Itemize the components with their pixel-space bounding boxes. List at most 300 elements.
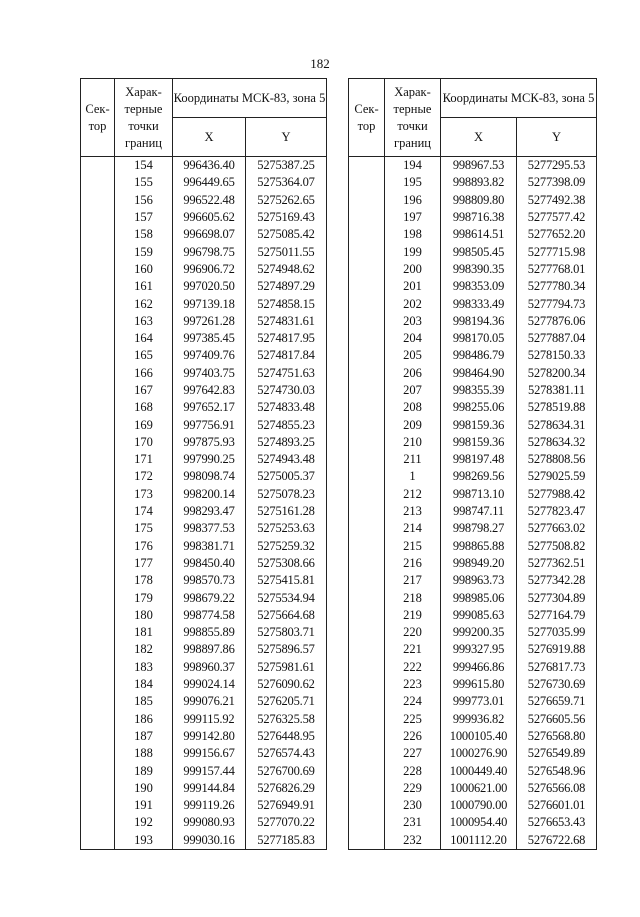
x-coordinate-cell: 997409.76 — [173, 347, 246, 364]
sector-cell — [349, 589, 385, 606]
sector-cell — [81, 641, 115, 658]
x-coordinate-cell: 1000449.40 — [441, 762, 517, 779]
point-number-cell: 186 — [115, 711, 173, 728]
table-row — [349, 486, 597, 503]
sector-cell — [349, 728, 385, 745]
point-number-cell: 196 — [385, 192, 441, 209]
sector-cell — [349, 416, 385, 433]
point-number-cell: 222 — [385, 659, 441, 676]
point-number-cell: 154 — [115, 157, 173, 175]
point-number-cell: 194 — [385, 157, 441, 175]
sector-cell — [81, 503, 115, 520]
y-coordinate-cell: 5274817.95 — [246, 330, 327, 347]
point-number-cell: 171 — [115, 451, 173, 468]
table-row — [81, 330, 327, 347]
point-number-cell: 218 — [385, 589, 441, 606]
table-row — [81, 174, 327, 191]
table-row — [349, 520, 597, 537]
sector-cell — [349, 797, 385, 814]
table-row — [81, 745, 327, 762]
y-coordinate-cell: 5276549.89 — [517, 745, 597, 762]
x-coordinate-cell: 997020.50 — [173, 278, 246, 295]
table-body-left — [81, 157, 327, 850]
x-coordinate-cell: 998377.53 — [173, 520, 246, 537]
header-points: Харак-терные точки границ — [115, 79, 173, 157]
point-number-cell: 220 — [385, 624, 441, 641]
y-coordinate-cell: 5274858.15 — [246, 295, 327, 312]
table-row — [349, 382, 597, 399]
point-number-cell: 203 — [385, 313, 441, 330]
sector-cell — [81, 728, 115, 745]
y-coordinate-cell: 5275253.63 — [246, 520, 327, 537]
x-coordinate-cell: 996449.65 — [173, 174, 246, 191]
header-x: X — [173, 118, 246, 157]
sector-cell — [349, 503, 385, 520]
sector-cell — [349, 382, 385, 399]
sector-cell — [349, 347, 385, 364]
x-coordinate-cell: 999076.21 — [173, 693, 246, 710]
x-coordinate-cell: 997756.91 — [173, 416, 246, 433]
x-coordinate-cell: 1000105.40 — [441, 728, 517, 745]
x-coordinate-cell: 996698.07 — [173, 226, 246, 243]
point-number-cell: 199 — [385, 243, 441, 260]
header-points: Харак-терные точки границ — [385, 79, 441, 157]
y-coordinate-cell: 5277185.83 — [246, 832, 327, 850]
y-coordinate-cell: 5274943.48 — [246, 451, 327, 468]
table-row — [349, 572, 597, 589]
table-row — [349, 503, 597, 520]
table-row — [81, 313, 327, 330]
sector-cell — [349, 520, 385, 537]
table-row — [81, 278, 327, 295]
header-sector: Сек-тор — [81, 79, 115, 157]
sector-cell — [81, 434, 115, 451]
y-coordinate-cell: 5275078.23 — [246, 486, 327, 503]
table-row — [81, 347, 327, 364]
point-number-cell: 217 — [385, 572, 441, 589]
x-coordinate-cell: 998713.10 — [441, 486, 517, 503]
sector-cell — [81, 780, 115, 797]
point-number-cell: 157 — [115, 209, 173, 226]
sector-cell — [81, 486, 115, 503]
table-row — [349, 676, 597, 693]
y-coordinate-cell: 5275262.65 — [246, 192, 327, 209]
y-coordinate-cell: 5277715.98 — [517, 243, 597, 260]
y-coordinate-cell: 5276568.80 — [517, 728, 597, 745]
table-row — [349, 399, 597, 416]
coordinates-table-left — [80, 78, 327, 850]
y-coordinate-cell: 5274751.63 — [246, 365, 327, 382]
sector-cell — [349, 295, 385, 312]
point-number-cell: 223 — [385, 676, 441, 693]
y-coordinate-cell: 5275161.28 — [246, 503, 327, 520]
sector-cell — [81, 157, 115, 175]
table-row — [349, 313, 597, 330]
sector-cell — [81, 209, 115, 226]
y-coordinate-cell: 5275169.43 — [246, 209, 327, 226]
x-coordinate-cell: 998893.82 — [441, 174, 517, 191]
y-coordinate-cell: 5277492.38 — [517, 192, 597, 209]
table-row — [81, 434, 327, 451]
sector-cell — [81, 468, 115, 485]
x-coordinate-cell: 998855.89 — [173, 624, 246, 641]
x-coordinate-cell: 998679.22 — [173, 589, 246, 606]
table-row — [81, 711, 327, 728]
sector-cell — [81, 278, 115, 295]
sector-cell — [81, 607, 115, 624]
x-coordinate-cell: 998293.47 — [173, 503, 246, 520]
point-number-cell: 188 — [115, 745, 173, 762]
sector-cell — [81, 382, 115, 399]
y-coordinate-cell: 5274897.29 — [246, 278, 327, 295]
point-number-cell: 179 — [115, 589, 173, 606]
x-coordinate-cell: 999030.16 — [173, 832, 246, 850]
sector-cell — [349, 711, 385, 728]
table-row — [81, 295, 327, 312]
point-number-cell: 213 — [385, 503, 441, 520]
table-row — [81, 832, 327, 850]
x-coordinate-cell: 998269.56 — [441, 468, 517, 485]
sector-cell — [349, 607, 385, 624]
x-coordinate-cell: 998865.88 — [441, 538, 517, 555]
y-coordinate-cell: 5277304.89 — [517, 589, 597, 606]
table-row — [81, 607, 327, 624]
table-row — [349, 832, 597, 850]
y-coordinate-cell: 5278634.31 — [517, 416, 597, 433]
table-row — [349, 780, 597, 797]
x-coordinate-cell: 996906.72 — [173, 261, 246, 278]
sector-cell — [349, 192, 385, 209]
x-coordinate-cell: 998897.86 — [173, 641, 246, 658]
point-number-cell: 166 — [115, 365, 173, 382]
sector-cell — [81, 572, 115, 589]
point-number-cell: 177 — [115, 555, 173, 572]
point-number-cell: 209 — [385, 416, 441, 433]
table-row — [349, 226, 597, 243]
point-number-cell: 232 — [385, 832, 441, 850]
table-row — [81, 624, 327, 641]
point-number-cell: 170 — [115, 434, 173, 451]
point-number-cell: 161 — [115, 278, 173, 295]
sector-cell — [81, 538, 115, 555]
x-coordinate-cell: 997403.75 — [173, 365, 246, 382]
point-number-cell: 185 — [115, 693, 173, 710]
y-coordinate-cell: 5275011.55 — [246, 243, 327, 260]
point-number-cell: 176 — [115, 538, 173, 555]
y-coordinate-cell: 5275896.57 — [246, 641, 327, 658]
point-number-cell: 167 — [115, 382, 173, 399]
x-coordinate-cell: 998747.11 — [441, 503, 517, 520]
point-number-cell: 216 — [385, 555, 441, 572]
sector-cell — [349, 451, 385, 468]
table-row — [81, 261, 327, 278]
x-coordinate-cell: 999936.82 — [441, 711, 517, 728]
table-row — [81, 555, 327, 572]
sector-cell — [349, 434, 385, 451]
header-y: Y — [517, 118, 597, 157]
y-coordinate-cell: 5277035.99 — [517, 624, 597, 641]
x-coordinate-cell: 998716.38 — [441, 209, 517, 226]
x-coordinate-cell: 998333.49 — [441, 295, 517, 312]
y-coordinate-cell: 5276919.88 — [517, 641, 597, 658]
y-coordinate-cell: 5277794.73 — [517, 295, 597, 312]
header-x: X — [441, 118, 517, 157]
x-coordinate-cell: 997652.17 — [173, 399, 246, 416]
point-number-cell: 159 — [115, 243, 173, 260]
sector-cell — [81, 365, 115, 382]
sector-cell — [349, 313, 385, 330]
sector-cell — [349, 624, 385, 641]
point-number-cell: 192 — [115, 814, 173, 831]
x-coordinate-cell: 997385.45 — [173, 330, 246, 347]
sector-cell — [349, 243, 385, 260]
sector-cell — [349, 468, 385, 485]
table-row — [81, 589, 327, 606]
point-number-cell: 195 — [385, 174, 441, 191]
x-coordinate-cell: 997642.83 — [173, 382, 246, 399]
sector-cell — [349, 693, 385, 710]
x-coordinate-cell: 997875.93 — [173, 434, 246, 451]
sector-cell — [349, 365, 385, 382]
y-coordinate-cell: 5275415.81 — [246, 572, 327, 589]
x-coordinate-cell: 998450.40 — [173, 555, 246, 572]
table-row — [81, 814, 327, 831]
x-coordinate-cell: 998967.53 — [441, 157, 517, 175]
table-row — [349, 607, 597, 624]
table-row — [349, 261, 597, 278]
point-number-cell: 200 — [385, 261, 441, 278]
sector-cell — [81, 555, 115, 572]
table-row — [81, 693, 327, 710]
x-coordinate-cell: 1000790.00 — [441, 797, 517, 814]
y-coordinate-cell: 5275308.66 — [246, 555, 327, 572]
sector-cell — [81, 243, 115, 260]
point-number-cell: 227 — [385, 745, 441, 762]
table-row — [349, 538, 597, 555]
y-coordinate-cell: 5274833.48 — [246, 399, 327, 416]
point-number-cell: 164 — [115, 330, 173, 347]
table-row — [349, 243, 597, 260]
sector-cell — [349, 555, 385, 572]
sector-cell — [349, 486, 385, 503]
x-coordinate-cell: 998949.20 — [441, 555, 517, 572]
x-coordinate-cell: 998464.90 — [441, 365, 517, 382]
table-row — [349, 416, 597, 433]
y-coordinate-cell: 5274893.25 — [246, 434, 327, 451]
table-row — [349, 589, 597, 606]
x-coordinate-cell: 998809.80 — [441, 192, 517, 209]
point-number-cell: 210 — [385, 434, 441, 451]
x-coordinate-cell: 998985.06 — [441, 589, 517, 606]
page-number: 182 — [310, 56, 330, 71]
y-coordinate-cell: 5277362.51 — [517, 555, 597, 572]
table-row — [349, 174, 597, 191]
x-coordinate-cell: 998960.37 — [173, 659, 246, 676]
point-number-cell: 193 — [115, 832, 173, 850]
x-coordinate-cell: 998798.27 — [441, 520, 517, 537]
point-number-cell: 206 — [385, 365, 441, 382]
point-number-cell: 228 — [385, 762, 441, 779]
y-coordinate-cell: 5276448.95 — [246, 728, 327, 745]
point-number-cell: 168 — [115, 399, 173, 416]
y-coordinate-cell: 5279025.59 — [517, 468, 597, 485]
sector-cell — [81, 832, 115, 850]
y-coordinate-cell: 5276826.29 — [246, 780, 327, 797]
y-coordinate-cell: 5274948.62 — [246, 261, 327, 278]
sector-cell — [349, 157, 385, 175]
point-number-cell: 221 — [385, 641, 441, 658]
x-coordinate-cell: 999119.26 — [173, 797, 246, 814]
sector-cell — [81, 711, 115, 728]
table-row — [349, 728, 597, 745]
y-coordinate-cell: 5276659.71 — [517, 693, 597, 710]
table-row — [81, 538, 327, 555]
table-row — [81, 641, 327, 658]
x-coordinate-cell: 998170.05 — [441, 330, 517, 347]
table-body-right — [349, 157, 597, 850]
sector-cell — [349, 330, 385, 347]
sector-cell — [349, 572, 385, 589]
sector-cell — [81, 226, 115, 243]
y-coordinate-cell: 5275364.07 — [246, 174, 327, 191]
sector-cell — [81, 520, 115, 537]
x-coordinate-cell: 999466.86 — [441, 659, 517, 676]
sector-cell — [81, 745, 115, 762]
y-coordinate-cell: 5274817.84 — [246, 347, 327, 364]
table-row — [81, 226, 327, 243]
header-coordinates: Координаты МСК-83, зона 5 — [441, 79, 597, 118]
y-coordinate-cell: 5276722.68 — [517, 832, 597, 850]
y-coordinate-cell: 5278634.32 — [517, 434, 597, 451]
table-row — [349, 762, 597, 779]
sector-cell — [81, 762, 115, 779]
point-number-cell: 207 — [385, 382, 441, 399]
x-coordinate-cell: 998381.71 — [173, 538, 246, 555]
x-coordinate-cell: 998353.09 — [441, 278, 517, 295]
table-row — [81, 157, 327, 175]
x-coordinate-cell: 998098.74 — [173, 468, 246, 485]
y-coordinate-cell: 5276817.73 — [517, 659, 597, 676]
point-number-cell: 156 — [115, 192, 173, 209]
y-coordinate-cell: 5276730.69 — [517, 676, 597, 693]
point-number-cell: 204 — [385, 330, 441, 347]
y-coordinate-cell: 5277663.02 — [517, 520, 597, 537]
sector-cell — [81, 797, 115, 814]
sector-cell — [349, 538, 385, 555]
point-number-cell: 182 — [115, 641, 173, 658]
x-coordinate-cell: 998505.45 — [441, 243, 517, 260]
sector-cell — [349, 278, 385, 295]
y-coordinate-cell: 5277070.22 — [246, 814, 327, 831]
table-row — [81, 399, 327, 416]
point-number-cell: 155 — [115, 174, 173, 191]
x-coordinate-cell: 999144.84 — [173, 780, 246, 797]
y-coordinate-cell: 5277876.06 — [517, 313, 597, 330]
table-row — [349, 347, 597, 364]
table-row — [349, 209, 597, 226]
point-number-cell: 189 — [115, 762, 173, 779]
point-number-cell: 212 — [385, 486, 441, 503]
y-coordinate-cell: 5275259.32 — [246, 538, 327, 555]
y-coordinate-cell: 5275664.68 — [246, 607, 327, 624]
y-coordinate-cell: 5277652.20 — [517, 226, 597, 243]
point-number-cell: 190 — [115, 780, 173, 797]
sector-cell — [81, 174, 115, 191]
point-number-cell: 191 — [115, 797, 173, 814]
y-coordinate-cell: 5276325.58 — [246, 711, 327, 728]
x-coordinate-cell: 999615.80 — [441, 676, 517, 693]
point-number-cell: 214 — [385, 520, 441, 537]
x-coordinate-cell: 999115.92 — [173, 711, 246, 728]
point-number-cell: 180 — [115, 607, 173, 624]
x-coordinate-cell: 1000954.40 — [441, 814, 517, 831]
table-row — [349, 434, 597, 451]
point-number-cell: 229 — [385, 780, 441, 797]
x-coordinate-cell: 997139.18 — [173, 295, 246, 312]
header-sector: Сек-тор — [349, 79, 385, 157]
table-row — [81, 192, 327, 209]
point-number-cell: 172 — [115, 468, 173, 485]
x-coordinate-cell: 998390.35 — [441, 261, 517, 278]
y-coordinate-cell: 5275085.42 — [246, 226, 327, 243]
y-coordinate-cell: 5274730.03 — [246, 382, 327, 399]
y-coordinate-cell: 5274831.61 — [246, 313, 327, 330]
x-coordinate-cell: 1000621.00 — [441, 780, 517, 797]
table-row — [349, 192, 597, 209]
x-coordinate-cell: 998570.73 — [173, 572, 246, 589]
table-row — [81, 572, 327, 589]
x-coordinate-cell: 999773.01 — [441, 693, 517, 710]
sector-cell — [349, 641, 385, 658]
sector-cell — [349, 745, 385, 762]
table-row — [81, 209, 327, 226]
point-number-cell: 187 — [115, 728, 173, 745]
y-coordinate-cell: 5276653.43 — [517, 814, 597, 831]
x-coordinate-cell: 999024.14 — [173, 676, 246, 693]
y-coordinate-cell: 5278150.33 — [517, 347, 597, 364]
table-row — [81, 780, 327, 797]
point-number-cell: 215 — [385, 538, 441, 555]
y-coordinate-cell: 5277508.82 — [517, 538, 597, 555]
y-coordinate-cell: 5277988.42 — [517, 486, 597, 503]
point-number-cell: 231 — [385, 814, 441, 831]
y-coordinate-cell: 5277164.79 — [517, 607, 597, 624]
x-coordinate-cell: 996436.40 — [173, 157, 246, 175]
y-coordinate-cell: 5276605.56 — [517, 711, 597, 728]
table-row — [81, 416, 327, 433]
sector-cell — [81, 814, 115, 831]
sector-cell — [349, 174, 385, 191]
y-coordinate-cell: 5277780.34 — [517, 278, 597, 295]
point-number-cell: 219 — [385, 607, 441, 624]
point-number-cell: 165 — [115, 347, 173, 364]
table-row — [349, 157, 597, 175]
table-row — [81, 659, 327, 676]
header-y: Y — [246, 118, 327, 157]
table-row — [349, 278, 597, 295]
table-row — [349, 711, 597, 728]
y-coordinate-cell: 5276601.01 — [517, 797, 597, 814]
x-coordinate-cell: 998197.48 — [441, 451, 517, 468]
y-coordinate-cell: 5277577.42 — [517, 209, 597, 226]
table-row — [81, 503, 327, 520]
sector-cell — [81, 589, 115, 606]
point-number-cell: 174 — [115, 503, 173, 520]
y-coordinate-cell: 5277398.09 — [517, 174, 597, 191]
sector-cell — [349, 832, 385, 850]
sector-cell — [349, 226, 385, 243]
x-coordinate-cell: 999142.80 — [173, 728, 246, 745]
